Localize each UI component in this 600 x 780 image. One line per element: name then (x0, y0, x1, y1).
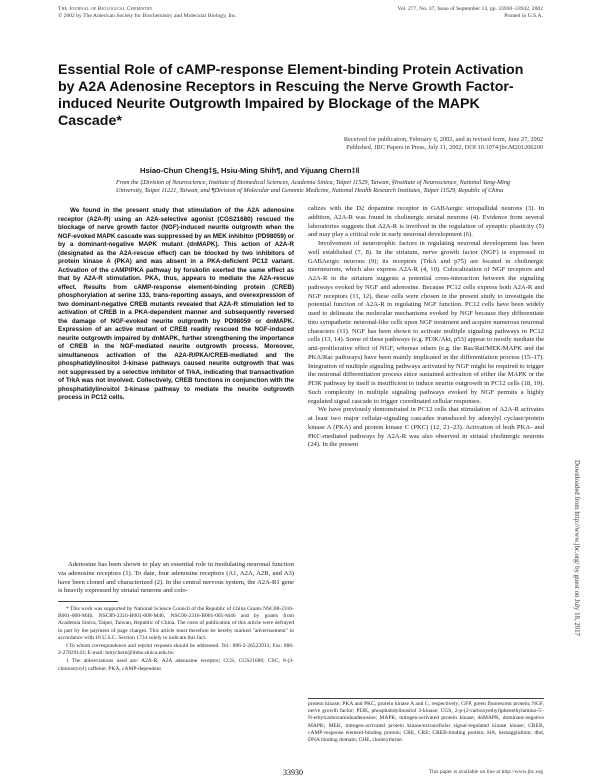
abbreviations-continued: protein kinase; PKA and PKC, protein kinase A and C, respectively; GFP, green fluorescent protein; NGF, nerve growth factor; PI3K, phosphatidylinositol 3-kinase; CGS, 2-p-(2-carboxyethyl)phenethylamino-5′-N-ethylcarboxamidoadenosine; MAPK, mitogen-activated protein kinase; dnMAPK, dominant-negative MAPK; MEK, mitogen-activated protein kinase/extracellular signal-regulated kinase kinase; CREB, cAMP-response element-binding protein; CRE, CRE; CREB-binding protein; HA, hemagglutinin; dbd, DNA binding domain; CHE, cholerythrine. (308, 701, 544, 744)
received-line: Received for publication, February 6, 2002, and in revised form, June 27, 2002 (343, 136, 543, 143)
download-watermark-text: Downloaded from http://www.jbc.org/ by guest on July 18, 2017 (573, 460, 580, 636)
copyright-line: © 2002 by The American Society for Biochemistry and Molecular Biology, Inc. (58, 13, 237, 19)
author-list: Hsiao-Chun Cheng‡§, Hsiu-Ming Shih¶, and Yijuang Chern‡‖ (140, 166, 360, 175)
body-paragraph: calizes with the D2 dopamine receptor in GABAergic striopallidal neurons (3). In addition, A2A-R was found in cholinergic striatal neurons (4). Evidence from several laboratories suggests that A2A-R is involved in the regulation of synaptic plasticity (5) and may play a critical role in early neuronal development (6). (308, 205, 544, 239)
affiliations: From the ‡Division of Neuroscience, Institute of Biomedical Sciences, Academia Sinica, Taipei 11529, Taiwan, §Institute of Neuroscience, National Yang-Ming University, Taipei 11221, Taiwan, and ¶Division of Molecular and Genomic Medicine, National Health Research Institutes, Taipei 11529, Republic of China (116, 179, 511, 195)
abbreviations-footnote: 1 The abbreviations used are: A2A-R, A2A adenosine receptor; CGS, CGS21680; CSC, 8-(3-chlorostyryl) caffeine; PKA, cAMP-dependent (58, 658, 294, 672)
funding-footnote: * This work was supported by National Science Council of the Republic of China Grants NSC88-2316-B001-008-M46, NSC89-2316-B001-008-M46, NSC90-2316-B001-005-M46 and by grants from Academia Sinica, Taipei, Taiwan, Republic of China. The costs of publication of this article were defrayed in part by the payment of page charges. This article must therefore be hereby marked "advertisement" in accordance with 18 U.S.C. Section 1734 solely to indicate this fact. (58, 606, 294, 641)
journal-header (58, 6, 237, 20)
body-paragraph: We have previously demonstrated in PC12 cells that stimulation of A2A-R activates at least two major cellular-signaling cascades transduced by adenylyl cyclase/protein kinase A (PKA) and protein kinase C (PKC) (12, 21–23). Activation of both PKA- and PKC-mediated pathways by A2A-R was also observed in striatal cholinergic neurons (24). In the present (308, 406, 544, 449)
abstract-text: We found in the present study that stimulation of the A2A adenosine receptor (A2A-R) using an A2A-selective agonist (CGS21680) rescued the blockage of nerve growth factor (NGF)-induced neurite outgrowth when the NGF-evoked MAPK cascade was suppressed by an MEK inhibitor (PD98059) or by a dominant-negative MAPK mutant (dnMAPK). This action of A2A-R (designated as the A2A-rescue effect) can be blocked by two inhibitors of protein kinase A (PKA) and was absent in a PKA-deficient PC12 variant. Activation of the cAMP/PKA pathway by forskolin exerted the same effect as that by A2A-R stimulation. PKA, thus, appears to mediate the A2A-rescue effect. Results from cAMP-response element-binding protein (CREB) phosphorylation at serine 133, trans-reporting assays, and overexpression of two dominant-negative CREB mutants revealed that A2A-R stimulation led to activation of CREB in a PKA-dependent manner and subsequently reversed the damage of NGF-evoked neurite outgrowth by PD98059 or dnMAPK. Expression of an active mutant of CREB readily rescued the NGF-induced neurite outgrowth impaired by dnMAPK, further strengthening the importance of CREB in the NGF-mediated neurite outgrowth process. Moreover, simultaneous activation of the A2A-R/PKA/CREB-mediated and the phosphatidylinositol 3-kinase pathways caused neurite outgrowth that was not suppressed by a selective inhibitor of TrkA, indicating that transactivation of TrkA was not involved. Collectively, CREB functions in conjunction with the phosphatidylinositol 3-kinase pathway to mediate the neurite outgrowth process in PC12 cells. (58, 207, 294, 401)
footer-availability: This paper is available on line at http://www.jbc.org (428, 769, 543, 775)
article-title: Essential Role of cAMP-response Element-binding Protein Activation by A2A Adenosine Receptors in Rescuing the Nerve Growth Factor-induced Neurite Outgrowth Impaired by Blockage of the MAPK Cascade* (58, 62, 524, 129)
intro-paragraph: Adenosine has been shown to play an essential role in modulating neuronal function via adenosine receptors (1). To date, four adenosine receptors (A1, A2A, A2B, and A3) have been cloned and characterized (2). In the central nervous system, the A2A-R1 gene is heavily expressed by striatal neurons and colo- (58, 561, 294, 595)
correspondence-footnote: ‖ To whom correspondence and reprint requests should be addressed. Tel.: 886-2-26523913; Fax: 886-2-27829143; E-mail: bmychern@ibms.sinica.edu.tw. (58, 643, 294, 657)
journal-name: The Journal of Biological Chemistry (58, 6, 153, 12)
published-line: Published, JBC Papers in Press, July 11, 2002, DOI 10.1074/jbc.M201206200 (346, 144, 543, 151)
printed-line: Printed in U.S.A. (504, 13, 543, 19)
introduction-start (58, 561, 294, 596)
page-number: 33930 (283, 768, 303, 777)
issue-header (398, 6, 543, 20)
footnote-divider (58, 601, 118, 602)
volume-line: Vol. 277, No. 37, Issue of September 13, pp. 33930–33942, 2002 (397, 6, 543, 12)
right-column (308, 205, 544, 450)
footnotes (58, 606, 294, 674)
received-dates (143, 136, 543, 152)
abbreviation-divider (308, 698, 544, 699)
body-paragraph: Involvement of neurotrophic factors in regulating neuronal development has been well established (7, 8). In the striatum, nerve growth factor (NGF) is expressed in GABAergic neurons (9); its receptors (TrkA and p75) are located in cholinergic interneurons, which also express A2A-R (4, 10). Colocalization of NGF receptors and A2A-R in the striatum suggests a potential cross-interaction between the signaling pathways evoked by NGF and adenosine. Because PC12 cells express both A2A-R and NGF receptors (11, 12), these cells were chosen in the present study to investigate the potential function of A2A-R in regulating NGF function. PC12 cells have been widely used to delineate the molecular mechanisms evoked by NGF because they differentiate into sympathetic neuronal-like cells upon NGF treatment and acquire numerous neuronal characters (11). NGF has been shown to activate multiple signaling pathways in PC12 cells (13, 14). Some of these pathways (e.g. PI3K/Akt, p53) appear to mostly mediate the anti-proliferative effect of NGF, whereas others (e.g. the Ras/Raf/MEK/MAPK and the PKA/Rac pathways) have been mainly implicated in the differentiation process (15–17). Integration of multiple signaling pathways activated by NGF might be required to trigger the neuronal differentiation process since sustained activation of either the MAPK or the PI3K pathway by itself is insufficient to induce neurite outgrowth in PC12 cells (18, 19). Such complexity in multiple signaling pathways evoked by NGF permits a highly regulated signal cascade to trigger coordinated cellular responses. (308, 240, 544, 405)
abstract (58, 207, 294, 403)
